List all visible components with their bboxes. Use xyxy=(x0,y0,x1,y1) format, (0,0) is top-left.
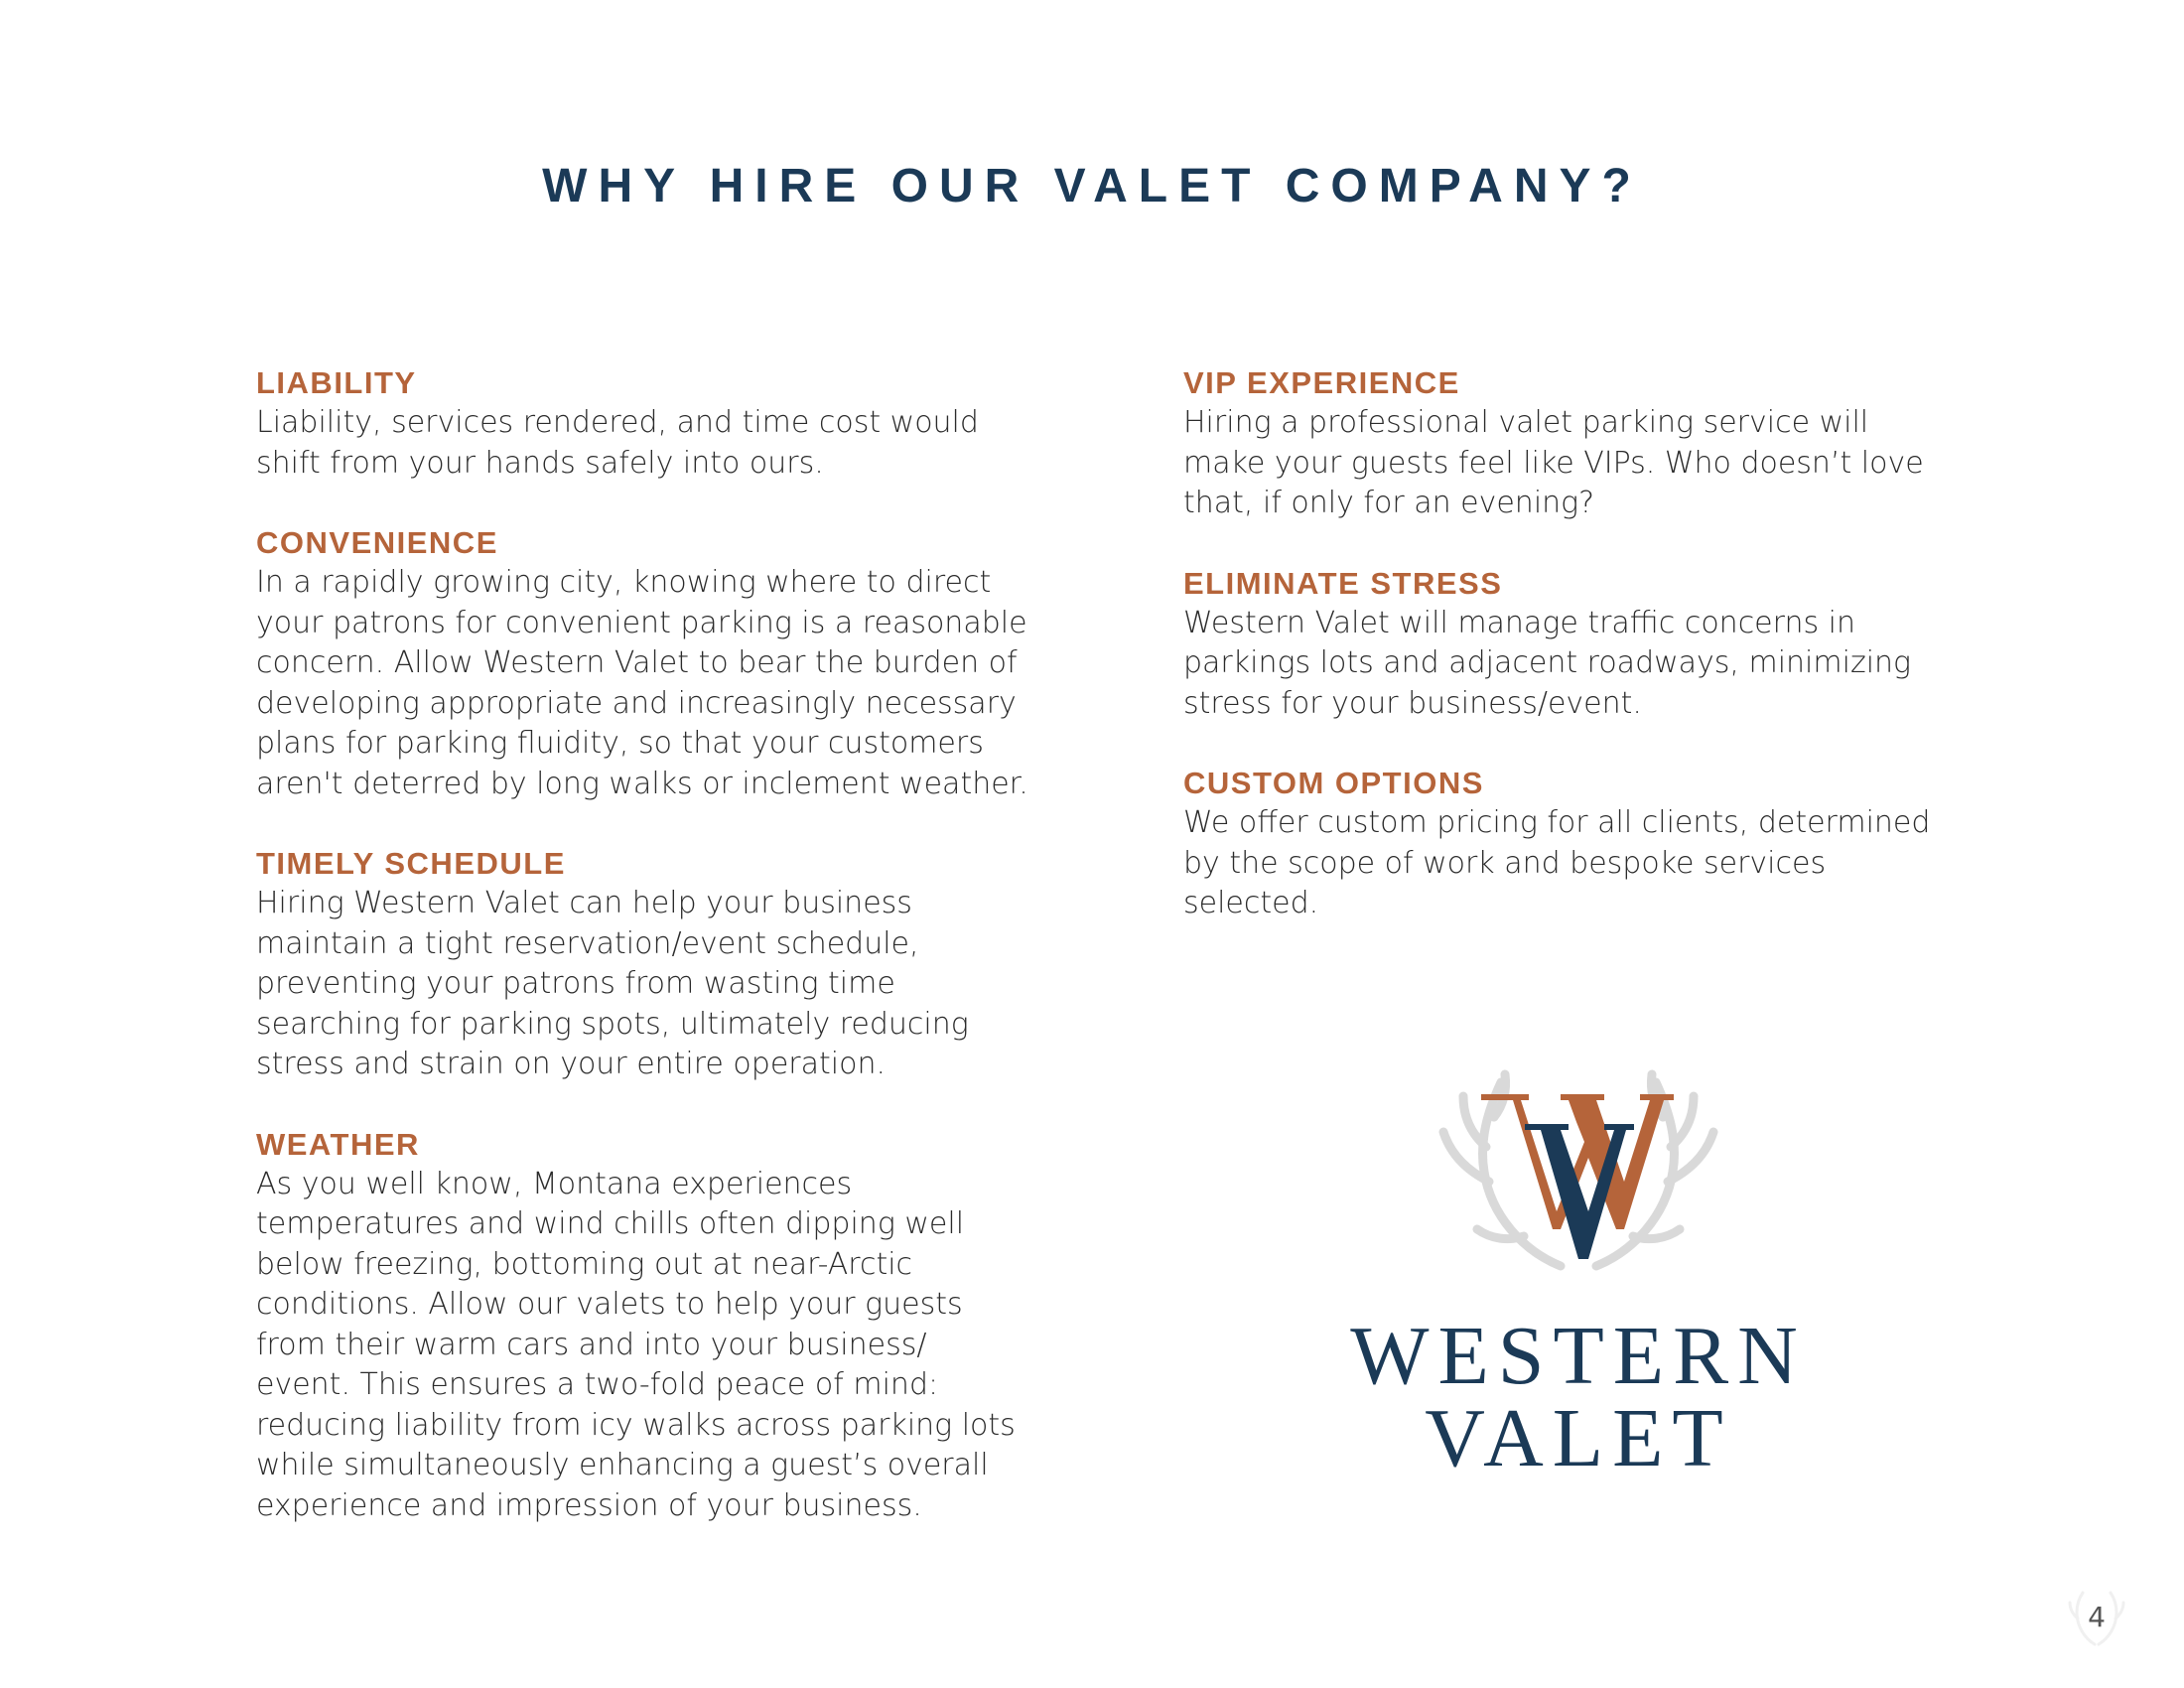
body-line: selected. xyxy=(1183,886,1319,920)
body-line: make your guests feel like VIPs. Who doesn’t love xyxy=(1183,445,1924,481)
body-line: Western Valet will manage traffic concerns in xyxy=(1183,605,1855,640)
logo-wordmark-line2: VALET xyxy=(1425,1392,1732,1484)
body-line: that, if only for an evening? xyxy=(1183,486,1595,520)
page-number-text: 4 xyxy=(2088,1601,2106,1633)
section-custom-options xyxy=(1183,764,2037,924)
body-line: event. This ensures a two-fold peace of mind: xyxy=(256,1367,939,1402)
section-convenience xyxy=(256,523,1110,804)
body-line: plans for parking fluidity, so that your customers xyxy=(256,726,984,761)
body-line: by the scope of work and bespoke services xyxy=(1183,845,1827,881)
body-line: aren't deterred by long walks or inclement weather. xyxy=(256,766,1028,801)
western-valet-logo xyxy=(1330,1062,1846,1499)
body-line: preventing your patrons from wasting time xyxy=(256,966,895,1001)
body-line: shift from your hands safely into ours. xyxy=(256,445,824,481)
section-heading: ELIMINATE STRESS xyxy=(1183,565,1503,601)
body-line: your patrons for convenient parking is a reasonable xyxy=(256,605,1027,640)
body-line: Liability, services rendered, and time cost would xyxy=(256,405,979,440)
body-line: developing appropriate and increasingly necessary xyxy=(256,685,1017,721)
section-body xyxy=(1183,803,2037,924)
right-column xyxy=(1183,363,2037,964)
section-body xyxy=(256,884,1110,1085)
body-line: conditions. Allow our valets to help your guests xyxy=(256,1287,963,1322)
body-line: concern. Allow Western Valet to bear the burden of xyxy=(256,645,1018,680)
body-line: maintain a tight reservation/event schedule, xyxy=(256,925,919,961)
section-heading: WEATHER xyxy=(256,1126,420,1162)
section-heading: CONVENIENCE xyxy=(256,525,498,560)
section-body xyxy=(256,1165,1110,1527)
section-heading: TIMELY SCHEDULE xyxy=(256,846,566,881)
body-line: Hiring a professional valet parking service will xyxy=(1183,405,1869,440)
body-line: Hiring Western Valet can help your business xyxy=(256,886,912,920)
body-line: reducing liability from icy walks across parking lots xyxy=(256,1407,1016,1443)
section-liability xyxy=(256,363,1110,484)
section-eliminate-stress xyxy=(1183,564,2037,725)
body-line: parkings lots and adjacent roadways, minimizing xyxy=(1183,645,1912,680)
body-line: stress for your business/event. xyxy=(1183,685,1642,721)
page-title: WHY HIRE OUR VALET COMPANY? xyxy=(542,160,1642,212)
body-line: below freezing, bottoming out at near-Arctic xyxy=(256,1246,913,1282)
section-body xyxy=(1183,604,2037,725)
left-column xyxy=(256,363,1110,1566)
section-vip-experience xyxy=(1183,363,2037,524)
body-line: searching for parking spots, ultimately reducing xyxy=(256,1006,969,1042)
antler-w-monogram-icon xyxy=(1430,1062,1727,1291)
body-line: while simultaneously enhancing a guest’s overall xyxy=(256,1448,989,1482)
body-line: experience and impression of your business. xyxy=(256,1487,922,1523)
section-timely-schedule xyxy=(256,844,1110,1085)
section-heading: VIP EXPERIENCE xyxy=(1183,365,1460,400)
body-line: In a rapidly growing city, knowing where to direct xyxy=(256,565,992,600)
section-body xyxy=(256,403,1110,484)
body-line: As you well know, Montana experiences xyxy=(256,1166,853,1201)
logo-wordmark-line1: WESTERN xyxy=(1350,1310,1807,1402)
page-number xyxy=(2067,1589,2126,1648)
section-weather xyxy=(256,1125,1110,1527)
section-body xyxy=(256,563,1110,804)
body-line: stress and strain on your entire operation. xyxy=(256,1047,886,1081)
body-line: temperatures and wind chills often dipping well xyxy=(256,1206,965,1241)
body-line: We offer custom pricing for all clients, determined xyxy=(1183,805,1931,840)
body-line: from their warm cars and into your business/ xyxy=(256,1327,927,1362)
section-body xyxy=(1183,403,2037,524)
section-heading: LIABILITY xyxy=(256,365,417,400)
section-heading: CUSTOM OPTIONS xyxy=(1183,766,1484,800)
